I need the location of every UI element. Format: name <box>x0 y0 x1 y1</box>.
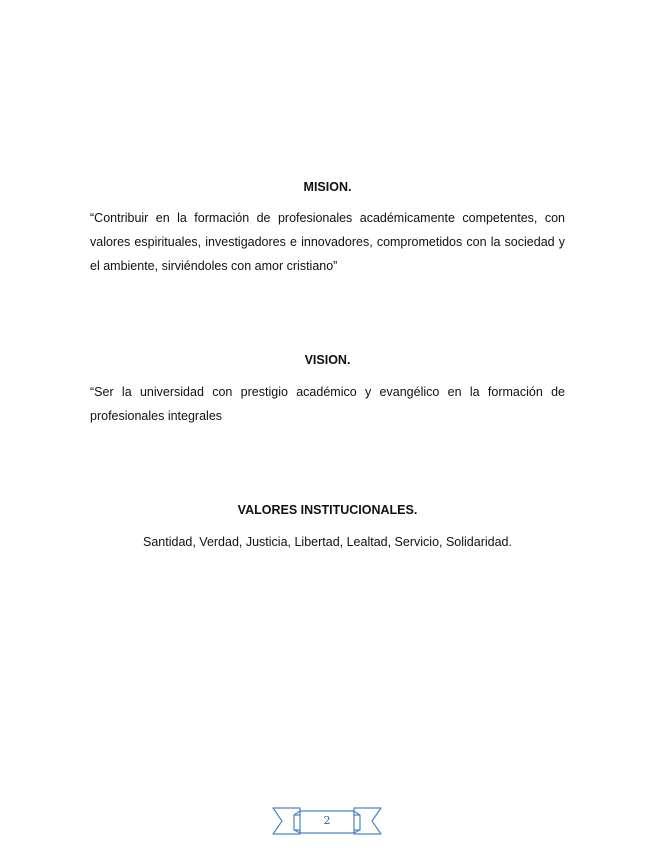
vision-heading: VISION. <box>304 353 351 367</box>
page-number: 2 <box>323 814 331 827</box>
values-list: Santidad, Verdad, Justicia, Libertad, Lealtad, Servicio, Solidaridad. <box>143 535 512 549</box>
vision-paragraph: “Ser la universidad con prestigio académico y evangélico en la formación de profesionales integrales <box>90 385 565 423</box>
values-heading: VALORES INSTITUCIONALES. <box>237 503 418 517</box>
mission-heading: MISION. <box>303 180 352 194</box>
mission-paragraph: “Contribuir en la formación de profesionales académicamente competentes, con valores espirituales, investigadores e innovadores, comprometidos con la sociedad y el ambiente, sirviéndoles con amor cristiano” <box>90 211 565 273</box>
